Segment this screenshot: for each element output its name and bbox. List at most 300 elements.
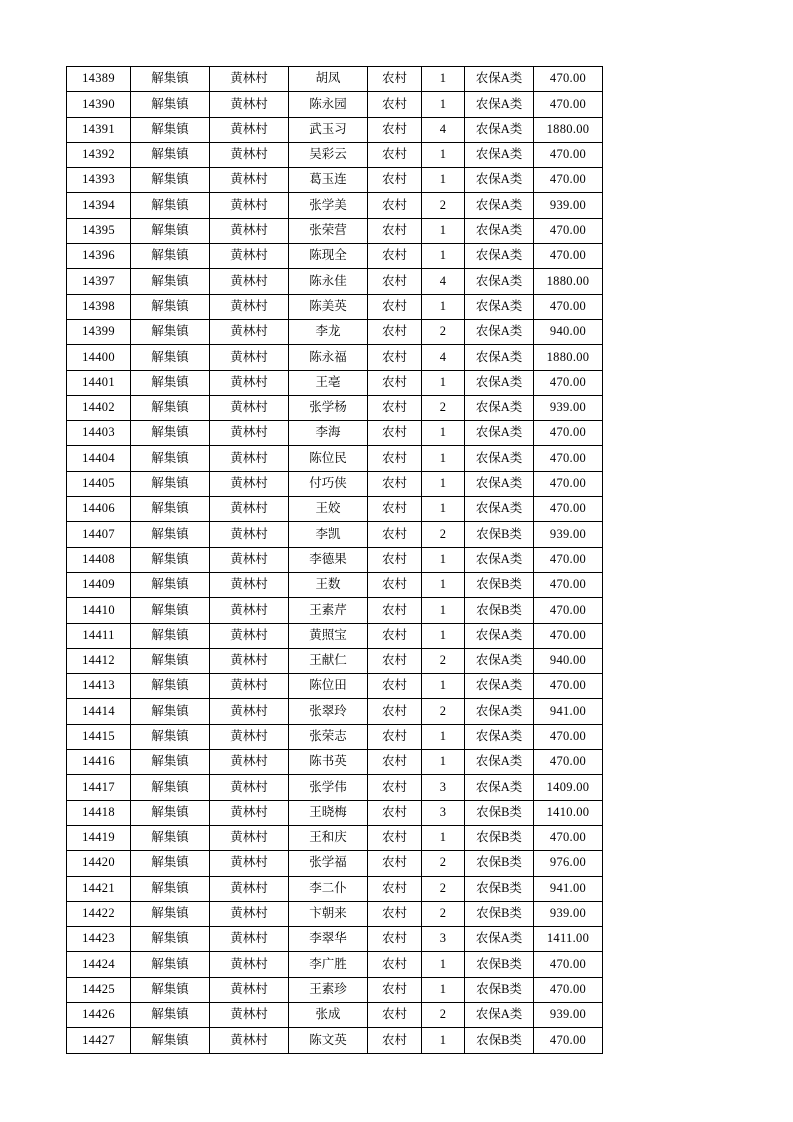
cell-count: 1 xyxy=(422,244,465,269)
cell-town: 解集镇 xyxy=(131,522,210,547)
cell-town: 解集镇 xyxy=(131,67,210,92)
cell-amount: 940.00 xyxy=(534,319,603,344)
cell-household-type: 农村 xyxy=(368,497,422,522)
cell-household-type: 农村 xyxy=(368,674,422,699)
table-row xyxy=(67,345,603,370)
cell-village: 黄林村 xyxy=(210,750,289,775)
cell-amount: 939.00 xyxy=(534,395,603,420)
cell-village: 黄林村 xyxy=(210,522,289,547)
cell-count: 1 xyxy=(422,370,465,395)
table-row xyxy=(67,674,603,699)
cell-category: 农保A类 xyxy=(465,750,534,775)
cell-count: 3 xyxy=(422,927,465,952)
cell-count: 2 xyxy=(422,522,465,547)
cell-name: 张学美 xyxy=(289,193,368,218)
cell-village: 黄林村 xyxy=(210,623,289,648)
cell-town: 解集镇 xyxy=(131,319,210,344)
cell-town: 解集镇 xyxy=(131,1002,210,1027)
cell-village: 黄林村 xyxy=(210,598,289,623)
cell-count: 2 xyxy=(422,851,465,876)
cell-village: 黄林村 xyxy=(210,1002,289,1027)
cell-category: 农保A类 xyxy=(465,623,534,648)
cell-village: 黄林村 xyxy=(210,218,289,243)
cell-amount: 939.00 xyxy=(534,1002,603,1027)
cell-id: 14397 xyxy=(67,269,131,294)
cell-village: 黄林村 xyxy=(210,825,289,850)
cell-household-type: 农村 xyxy=(368,572,422,597)
cell-id: 14406 xyxy=(67,497,131,522)
cell-count: 1 xyxy=(422,825,465,850)
cell-household-type: 农村 xyxy=(368,750,422,775)
cell-amount: 939.00 xyxy=(534,193,603,218)
cell-household-type: 农村 xyxy=(368,623,422,648)
cell-village: 黄林村 xyxy=(210,67,289,92)
cell-category: 农保A类 xyxy=(465,193,534,218)
cell-name: 张翠玲 xyxy=(289,699,368,724)
cell-count: 1 xyxy=(422,218,465,243)
cell-count: 1 xyxy=(422,674,465,699)
cell-town: 解集镇 xyxy=(131,598,210,623)
cell-amount: 470.00 xyxy=(534,1028,603,1053)
cell-household-type: 农村 xyxy=(368,193,422,218)
cell-name: 王亳 xyxy=(289,370,368,395)
table-row xyxy=(67,800,603,825)
cell-name: 王献仁 xyxy=(289,648,368,673)
cell-id: 14413 xyxy=(67,674,131,699)
table-row xyxy=(67,547,603,572)
cell-count: 2 xyxy=(422,1002,465,1027)
cell-village: 黄林村 xyxy=(210,547,289,572)
cell-category: 农保A类 xyxy=(465,142,534,167)
cell-id: 14389 xyxy=(67,67,131,92)
cell-village: 黄林村 xyxy=(210,345,289,370)
cell-household-type: 农村 xyxy=(368,370,422,395)
cell-town: 解集镇 xyxy=(131,623,210,648)
cell-household-type: 农村 xyxy=(368,319,422,344)
cell-category: 农保A类 xyxy=(465,168,534,193)
cell-household-type: 农村 xyxy=(368,92,422,117)
cell-count: 1 xyxy=(422,294,465,319)
cell-amount: 941.00 xyxy=(534,699,603,724)
cell-category: 农保A类 xyxy=(465,724,534,749)
cell-household-type: 农村 xyxy=(368,927,422,952)
table-row xyxy=(67,218,603,243)
cell-town: 解集镇 xyxy=(131,648,210,673)
cell-village: 黄林村 xyxy=(210,193,289,218)
cell-town: 解集镇 xyxy=(131,851,210,876)
cell-household-type: 农村 xyxy=(368,67,422,92)
cell-id: 14407 xyxy=(67,522,131,547)
cell-id: 14402 xyxy=(67,395,131,420)
cell-amount: 1880.00 xyxy=(534,269,603,294)
cell-category: 农保A类 xyxy=(465,699,534,724)
cell-village: 黄林村 xyxy=(210,446,289,471)
table-row xyxy=(67,193,603,218)
cell-category: 农保A类 xyxy=(465,648,534,673)
cell-amount: 470.00 xyxy=(534,294,603,319)
cell-household-type: 农村 xyxy=(368,775,422,800)
cell-category: 农保A类 xyxy=(465,370,534,395)
cell-town: 解集镇 xyxy=(131,927,210,952)
cell-household-type: 农村 xyxy=(368,876,422,901)
cell-name: 黄照宝 xyxy=(289,623,368,648)
cell-household-type: 农村 xyxy=(368,648,422,673)
cell-id: 14409 xyxy=(67,572,131,597)
table-row xyxy=(67,724,603,749)
cell-category: 农保B类 xyxy=(465,1028,534,1053)
cell-amount: 1411.00 xyxy=(534,927,603,952)
cell-category: 农保A类 xyxy=(465,92,534,117)
cell-village: 黄林村 xyxy=(210,168,289,193)
table-row xyxy=(67,370,603,395)
cell-count: 1 xyxy=(422,1028,465,1053)
cell-amount: 470.00 xyxy=(534,446,603,471)
cell-town: 解集镇 xyxy=(131,876,210,901)
cell-count: 3 xyxy=(422,775,465,800)
cell-id: 14391 xyxy=(67,117,131,142)
cell-town: 解集镇 xyxy=(131,218,210,243)
cell-category: 农保A类 xyxy=(465,117,534,142)
cell-household-type: 农村 xyxy=(368,218,422,243)
cell-category: 农保B类 xyxy=(465,901,534,926)
subsidy-table xyxy=(66,66,603,1054)
cell-amount: 470.00 xyxy=(534,598,603,623)
cell-name: 武玉习 xyxy=(289,117,368,142)
cell-id: 14405 xyxy=(67,471,131,496)
cell-town: 解集镇 xyxy=(131,345,210,370)
table-row xyxy=(67,623,603,648)
table-row xyxy=(67,648,603,673)
cell-name: 陈永园 xyxy=(289,92,368,117)
cell-amount: 939.00 xyxy=(534,522,603,547)
table-row xyxy=(67,269,603,294)
cell-household-type: 农村 xyxy=(368,446,422,471)
cell-count: 3 xyxy=(422,800,465,825)
cell-household-type: 农村 xyxy=(368,901,422,926)
cell-category: 农保A类 xyxy=(465,547,534,572)
cell-id: 14398 xyxy=(67,294,131,319)
table-row xyxy=(67,497,603,522)
cell-name: 张学杨 xyxy=(289,395,368,420)
cell-id: 14393 xyxy=(67,168,131,193)
cell-town: 解集镇 xyxy=(131,471,210,496)
table-row xyxy=(67,572,603,597)
cell-amount: 940.00 xyxy=(534,648,603,673)
cell-amount: 470.00 xyxy=(534,168,603,193)
cell-amount: 470.00 xyxy=(534,471,603,496)
cell-household-type: 农村 xyxy=(368,851,422,876)
table-row xyxy=(67,67,603,92)
cell-name: 陈永佳 xyxy=(289,269,368,294)
cell-count: 1 xyxy=(422,952,465,977)
cell-town: 解集镇 xyxy=(131,244,210,269)
cell-amount: 470.00 xyxy=(534,142,603,167)
table-row xyxy=(67,952,603,977)
cell-village: 黄林村 xyxy=(210,851,289,876)
cell-name: 陈永福 xyxy=(289,345,368,370)
cell-town: 解集镇 xyxy=(131,825,210,850)
cell-count: 2 xyxy=(422,699,465,724)
cell-amount: 470.00 xyxy=(534,67,603,92)
table-row xyxy=(67,851,603,876)
cell-count: 1 xyxy=(422,421,465,446)
cell-id: 14392 xyxy=(67,142,131,167)
cell-household-type: 农村 xyxy=(368,142,422,167)
table-row xyxy=(67,825,603,850)
cell-category: 农保B类 xyxy=(465,977,534,1002)
cell-household-type: 农村 xyxy=(368,522,422,547)
table-row xyxy=(67,142,603,167)
cell-amount: 470.00 xyxy=(534,218,603,243)
table-row xyxy=(67,471,603,496)
cell-name: 张学福 xyxy=(289,851,368,876)
cell-household-type: 农村 xyxy=(368,977,422,1002)
cell-name: 陈书英 xyxy=(289,750,368,775)
cell-household-type: 农村 xyxy=(368,117,422,142)
cell-count: 1 xyxy=(422,168,465,193)
table-row xyxy=(67,395,603,420)
cell-town: 解集镇 xyxy=(131,547,210,572)
cell-household-type: 农村 xyxy=(368,547,422,572)
cell-amount: 470.00 xyxy=(534,244,603,269)
cell-amount: 470.00 xyxy=(534,825,603,850)
cell-town: 解集镇 xyxy=(131,977,210,1002)
cell-id: 14425 xyxy=(67,977,131,1002)
table-row xyxy=(67,117,603,142)
cell-category: 农保B类 xyxy=(465,522,534,547)
cell-town: 解集镇 xyxy=(131,750,210,775)
table-row xyxy=(67,244,603,269)
cell-count: 2 xyxy=(422,193,465,218)
cell-town: 解集镇 xyxy=(131,446,210,471)
table-row xyxy=(67,750,603,775)
cell-amount: 941.00 xyxy=(534,876,603,901)
cell-category: 农保A类 xyxy=(465,345,534,370)
cell-category: 农保A类 xyxy=(465,319,534,344)
cell-village: 黄林村 xyxy=(210,244,289,269)
cell-amount: 1880.00 xyxy=(534,117,603,142)
cell-household-type: 农村 xyxy=(368,598,422,623)
cell-name: 吴彩云 xyxy=(289,142,368,167)
cell-household-type: 农村 xyxy=(368,345,422,370)
cell-name: 胡凤 xyxy=(289,67,368,92)
cell-amount: 470.00 xyxy=(534,547,603,572)
cell-id: 14426 xyxy=(67,1002,131,1027)
table-row xyxy=(67,901,603,926)
cell-village: 黄林村 xyxy=(210,901,289,926)
cell-amount: 470.00 xyxy=(534,750,603,775)
cell-village: 黄林村 xyxy=(210,142,289,167)
table-row xyxy=(67,1002,603,1027)
cell-name: 张荣营 xyxy=(289,218,368,243)
cell-village: 黄林村 xyxy=(210,876,289,901)
cell-amount: 470.00 xyxy=(534,572,603,597)
cell-id: 14410 xyxy=(67,598,131,623)
cell-name: 李龙 xyxy=(289,319,368,344)
cell-name: 李翠华 xyxy=(289,927,368,952)
cell-village: 黄林村 xyxy=(210,497,289,522)
cell-town: 解集镇 xyxy=(131,142,210,167)
cell-name: 李海 xyxy=(289,421,368,446)
cell-amount: 1409.00 xyxy=(534,775,603,800)
cell-id: 14411 xyxy=(67,623,131,648)
cell-household-type: 农村 xyxy=(368,294,422,319)
cell-town: 解集镇 xyxy=(131,269,210,294)
cell-village: 黄林村 xyxy=(210,395,289,420)
cell-name: 李德果 xyxy=(289,547,368,572)
cell-name: 王数 xyxy=(289,572,368,597)
cell-amount: 1880.00 xyxy=(534,345,603,370)
cell-category: 农保A类 xyxy=(465,775,534,800)
cell-count: 2 xyxy=(422,319,465,344)
cell-town: 解集镇 xyxy=(131,92,210,117)
cell-household-type: 农村 xyxy=(368,1002,422,1027)
cell-id: 14414 xyxy=(67,699,131,724)
cell-category: 农保A类 xyxy=(465,269,534,294)
cell-id: 14408 xyxy=(67,547,131,572)
cell-household-type: 农村 xyxy=(368,168,422,193)
cell-village: 黄林村 xyxy=(210,421,289,446)
cell-id: 14424 xyxy=(67,952,131,977)
cell-category: 农保B类 xyxy=(465,825,534,850)
cell-name: 张学伟 xyxy=(289,775,368,800)
table-row xyxy=(67,522,603,547)
cell-household-type: 农村 xyxy=(368,1028,422,1053)
cell-amount: 470.00 xyxy=(534,724,603,749)
cell-count: 1 xyxy=(422,471,465,496)
cell-town: 解集镇 xyxy=(131,117,210,142)
cell-id: 14417 xyxy=(67,775,131,800)
cell-id: 14399 xyxy=(67,319,131,344)
cell-village: 黄林村 xyxy=(210,699,289,724)
cell-id: 14412 xyxy=(67,648,131,673)
table-row xyxy=(67,294,603,319)
cell-id: 14421 xyxy=(67,876,131,901)
cell-town: 解集镇 xyxy=(131,699,210,724)
cell-name: 李凯 xyxy=(289,522,368,547)
cell-category: 农保A类 xyxy=(465,446,534,471)
cell-id: 14422 xyxy=(67,901,131,926)
cell-count: 1 xyxy=(422,724,465,749)
cell-village: 黄林村 xyxy=(210,800,289,825)
cell-id: 14427 xyxy=(67,1028,131,1053)
cell-category: 农保A类 xyxy=(465,294,534,319)
cell-village: 黄林村 xyxy=(210,927,289,952)
cell-household-type: 农村 xyxy=(368,825,422,850)
cell-name: 王素芹 xyxy=(289,598,368,623)
table-row xyxy=(67,168,603,193)
cell-count: 1 xyxy=(422,750,465,775)
cell-category: 农保A类 xyxy=(465,244,534,269)
cell-town: 解集镇 xyxy=(131,497,210,522)
cell-id: 14401 xyxy=(67,370,131,395)
cell-amount: 470.00 xyxy=(534,370,603,395)
cell-id: 14420 xyxy=(67,851,131,876)
cell-name: 陈现全 xyxy=(289,244,368,269)
cell-name: 葛玉连 xyxy=(289,168,368,193)
cell-name: 李二仆 xyxy=(289,876,368,901)
table-row xyxy=(67,876,603,901)
cell-village: 黄林村 xyxy=(210,572,289,597)
cell-village: 黄林村 xyxy=(210,294,289,319)
cell-amount: 470.00 xyxy=(534,674,603,699)
cell-town: 解集镇 xyxy=(131,193,210,218)
cell-id: 14423 xyxy=(67,927,131,952)
cell-category: 农保A类 xyxy=(465,471,534,496)
cell-village: 黄林村 xyxy=(210,92,289,117)
cell-category: 农保B类 xyxy=(465,598,534,623)
cell-id: 14396 xyxy=(67,244,131,269)
cell-town: 解集镇 xyxy=(131,674,210,699)
cell-name: 王素珍 xyxy=(289,977,368,1002)
cell-amount: 470.00 xyxy=(534,977,603,1002)
cell-name: 王晓梅 xyxy=(289,800,368,825)
cell-name: 陈位田 xyxy=(289,674,368,699)
cell-town: 解集镇 xyxy=(131,395,210,420)
cell-amount: 470.00 xyxy=(534,92,603,117)
table-row xyxy=(67,92,603,117)
cell-count: 1 xyxy=(422,92,465,117)
cell-village: 黄林村 xyxy=(210,370,289,395)
cell-household-type: 农村 xyxy=(368,244,422,269)
cell-village: 黄林村 xyxy=(210,674,289,699)
cell-village: 黄林村 xyxy=(210,952,289,977)
cell-town: 解集镇 xyxy=(131,775,210,800)
cell-count: 2 xyxy=(422,648,465,673)
cell-count: 1 xyxy=(422,497,465,522)
cell-village: 黄林村 xyxy=(210,775,289,800)
cell-id: 14415 xyxy=(67,724,131,749)
table-row xyxy=(67,977,603,1002)
cell-category: 农保A类 xyxy=(465,218,534,243)
cell-count: 1 xyxy=(422,598,465,623)
cell-village: 黄林村 xyxy=(210,471,289,496)
cell-amount: 470.00 xyxy=(534,497,603,522)
cell-town: 解集镇 xyxy=(131,294,210,319)
cell-town: 解集镇 xyxy=(131,572,210,597)
cell-count: 2 xyxy=(422,395,465,420)
cell-id: 14418 xyxy=(67,800,131,825)
cell-id: 14400 xyxy=(67,345,131,370)
table-row xyxy=(67,319,603,344)
cell-id: 14416 xyxy=(67,750,131,775)
cell-category: 农保B类 xyxy=(465,851,534,876)
table-row xyxy=(67,927,603,952)
cell-category: 农保A类 xyxy=(465,67,534,92)
cell-count: 1 xyxy=(422,572,465,597)
cell-category: 农保B类 xyxy=(465,876,534,901)
cell-amount: 939.00 xyxy=(534,901,603,926)
cell-household-type: 农村 xyxy=(368,421,422,446)
cell-amount: 976.00 xyxy=(534,851,603,876)
table-row xyxy=(67,421,603,446)
table-row xyxy=(67,775,603,800)
cell-town: 解集镇 xyxy=(131,724,210,749)
cell-count: 1 xyxy=(422,977,465,1002)
cell-amount: 1410.00 xyxy=(534,800,603,825)
cell-name: 王和庆 xyxy=(289,825,368,850)
cell-category: 农保A类 xyxy=(465,497,534,522)
cell-household-type: 农村 xyxy=(368,471,422,496)
cell-town: 解集镇 xyxy=(131,901,210,926)
cell-village: 黄林村 xyxy=(210,319,289,344)
table-row xyxy=(67,598,603,623)
cell-household-type: 农村 xyxy=(368,800,422,825)
cell-count: 4 xyxy=(422,345,465,370)
cell-category: 农保B类 xyxy=(465,572,534,597)
cell-name: 李广胜 xyxy=(289,952,368,977)
cell-id: 14419 xyxy=(67,825,131,850)
